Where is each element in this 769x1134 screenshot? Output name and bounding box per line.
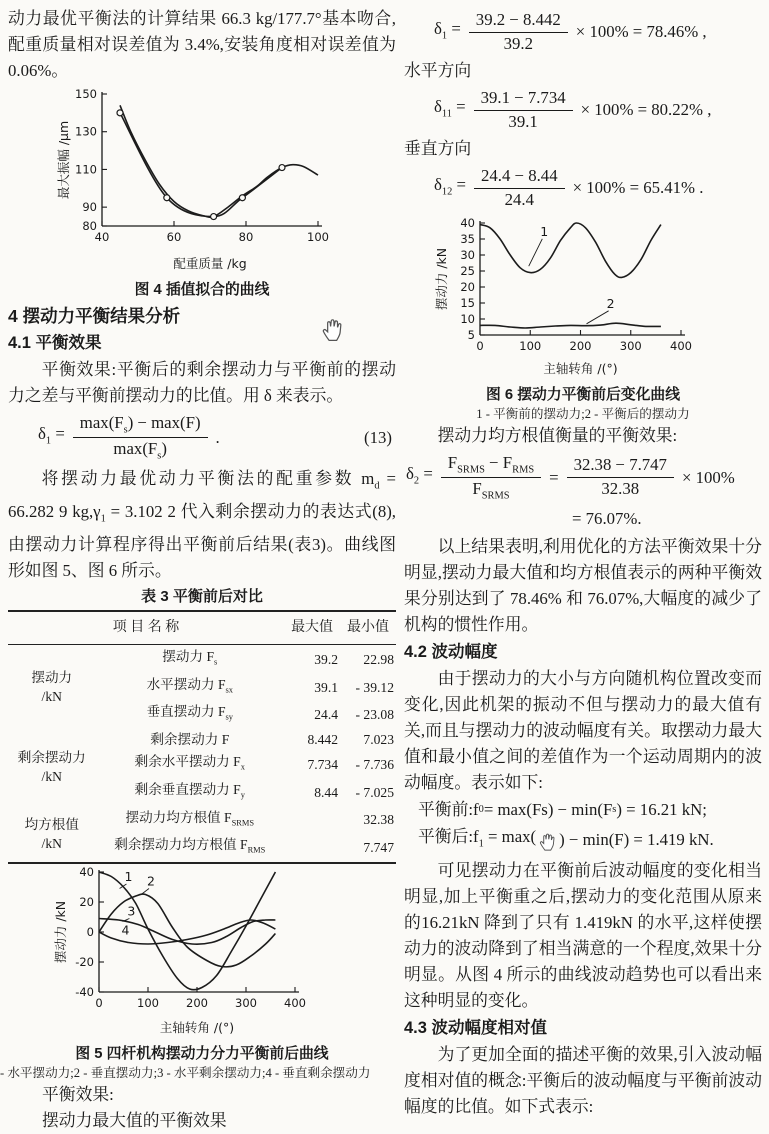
paragraph-relative-value: 为了更加全面的描述平衡的效果,引入波动幅度相对值的概念:平衡后的波动幅度与平衡前波动幅度的比值。如下式表示: xyxy=(404,1045,762,1117)
item-name: 剩余水平摆动力 $F_x$ xyxy=(134,754,245,772)
equation-delta11: $\delta_{11}$ = $\frac{39.1 - 7.734}{39.1}$ × 100% = 80.22% , xyxy=(434,87,712,131)
paragraph-balance-effect: 平衡效果:平衡后的剩余摆动力与平衡前的摆动力之差与平衡前摆动力的比值。用 δ 来表示。 xyxy=(8,360,396,405)
svg-text:400: 400 xyxy=(284,995,306,1010)
svg-text:100: 100 xyxy=(518,338,541,353)
equation-delta12: $\delta_{12}$ = $\frac{24.4 - 8.44}{24.4}$ × 100% = 65.41% . xyxy=(434,165,704,209)
svg-text:-20: -20 xyxy=(75,954,94,969)
paragraph-fluctuation-result: 可见摆动力在平衡前后波动幅度的变化相当明显,加上平衡重之后,摆动力的变化范围从原来的16.21kN 降到了只有 1.419kN 的水平,这样使摆动力的波动降到了相当满意的一个程度,效果十分明显。从图 4 所示的曲线波动趋势也可以看出来这种明显的变化。 xyxy=(404,861,762,1011)
table3 xyxy=(8,610,396,863)
label-vertical: 垂直方向 xyxy=(404,138,472,158)
min-value: 7.747 xyxy=(363,840,394,856)
figure4 xyxy=(8,84,396,301)
svg-text:15: 15 xyxy=(459,295,475,310)
paragraph-intro: 动力最优平衡法的计算结果 66.3 kg/177.7°基本吻合,配重质量相对误差值为 3.4%,安装角度相对误差值为 0.06%。 xyxy=(8,9,396,80)
svg-text:200: 200 xyxy=(569,338,591,353)
svg-text:0: 0 xyxy=(86,924,94,939)
hand-cursor-icon xyxy=(319,313,346,343)
svg-text:110: 110 xyxy=(75,162,97,177)
svg-text:150: 150 xyxy=(75,87,97,101)
figure5-chart xyxy=(47,864,357,1036)
svg-text:100: 100 xyxy=(137,995,159,1010)
svg-text:20: 20 xyxy=(79,894,94,909)
svg-text:4: 4 xyxy=(121,921,130,937)
figure4-caption: 图 4 插值拟合的曲线 xyxy=(134,282,270,298)
svg-text:摆动力 /kN: 摆动力 /kN xyxy=(53,900,68,963)
inline-hand-cursor-icon xyxy=(537,829,558,852)
svg-text:80: 80 xyxy=(238,230,254,244)
min-value: - 7.736 xyxy=(355,756,394,772)
equation-delta1: $\delta_1$ = $\frac{39.2 - 8.442}{39.2}$ × 100% = 78.46% , xyxy=(434,10,707,53)
svg-text:1: 1 xyxy=(124,868,133,884)
table-row xyxy=(8,729,396,751)
svg-text:30: 30 xyxy=(459,247,475,262)
svg-text:3: 3 xyxy=(127,903,136,918)
table-row xyxy=(8,645,396,673)
min-value: - 39.12 xyxy=(355,679,394,695)
svg-text:-40: -40 xyxy=(75,984,94,999)
paragraph-parameters: 将摆动力最优动力平衡法的配重参数 $m_d = 66.282$ 9 $kg,\gamma_1 = 3.102$ 2 代入剩余摆动力的表达式(8),由摆动力计算程序得出平衡前后结果(表3)。曲线图形如图 5、图 6 所示。 xyxy=(8,468,396,581)
svg-text:2: 2 xyxy=(606,295,615,311)
max-value: 24.4 xyxy=(314,707,339,723)
eq13-number: (13) xyxy=(364,427,392,447)
max-value xyxy=(284,834,340,863)
min-value: - 23.08 xyxy=(355,707,394,723)
svg-text:10: 10 xyxy=(459,311,475,326)
item-name: 水平摆动力 $F_{sx}$ xyxy=(146,676,234,695)
item-name: 剩余摆动力均方根值 $F_{RMS}$ xyxy=(114,837,266,855)
section-4-1-heading: 4.1 平衡效果 xyxy=(8,334,102,352)
group-label: 剩余摆动力 /kN xyxy=(17,750,86,785)
figure6-chart xyxy=(426,215,741,377)
formula-f0: 平衡前:f 0 = max(Fs) − min(F s ) = 16.21 kN; xyxy=(418,799,707,819)
group-label: 摆动力 /kN xyxy=(31,670,73,705)
figure5-legend: - 水平摆动力;2 - 垂直摆动力;3 - 水平剩余摆动力;4 - 垂直剩余摆动力 xyxy=(0,1065,371,1080)
svg-text:20: 20 xyxy=(459,279,475,294)
item-name: 摆动力均方根值 $F_{SRMS}$ xyxy=(125,809,255,828)
eq13-lhs: $\delta_1$ = xyxy=(38,424,65,447)
svg-text:摆动力 /kN: 摆动力 /kN xyxy=(433,247,449,311)
svg-text:25: 25 xyxy=(459,263,475,278)
paragraph-effect-label: 平衡效果: xyxy=(42,1084,114,1104)
right-column xyxy=(404,6,762,1120)
svg-text:主轴转角 /(°): 主轴转角 /(°) xyxy=(159,1019,235,1035)
max-value: 39.1 xyxy=(314,679,339,695)
paragraph-effect-max: 摆动力最大值的平衡效果 xyxy=(42,1110,227,1130)
min-value: 32.38 xyxy=(363,812,394,828)
item-name: 垂直摆动力 $F_{sy}$ xyxy=(146,704,234,723)
formula-f1: 平衡后$:f_1 = \max$( ) − min(F) = 1.419 kN. xyxy=(404,824,762,857)
figure6-caption: 图 6 摆动力平衡前后变化曲线 xyxy=(485,386,680,403)
col-header-min: 最小值 xyxy=(340,611,396,645)
item-name: 摆动力 $F_s$ xyxy=(162,648,218,667)
group-label: 均方根值 /kN xyxy=(24,816,79,851)
paragraph-fluctuation: 由于摆动力的大小与方向随机构位置改变而变化,因此机架的振动不但与摆动力的最大值有关,而且与摆动力的波动幅度有关。取摆动力最大值和最小值之间的差值作为一个运动周期内的波动幅度。表示如下: xyxy=(404,668,762,792)
svg-text:35: 35 xyxy=(459,231,475,246)
max-value: 39.2 xyxy=(314,651,339,667)
table3-header-row xyxy=(8,611,396,645)
equation-13 xyxy=(38,413,396,463)
label-horizontal: 水平方向 xyxy=(404,60,472,80)
svg-text:60: 60 xyxy=(166,230,182,244)
max-value: 7.734 xyxy=(307,756,339,772)
min-value: 7.023 xyxy=(363,732,394,748)
figure6 xyxy=(404,215,762,423)
svg-text:40: 40 xyxy=(79,864,94,879)
paragraph-results: 以上结果表明,利用优化的方法平衡效果十分明显,摆动力最大值和均方根值表示的两种平衡效果分别达到了 78.46% 和 76.07%,大幅度的减少了机构的惯性作用。 xyxy=(404,536,762,634)
table3-title: 表 3 平衡前后对比 xyxy=(141,588,263,606)
figure5 xyxy=(0,864,396,1082)
item-name: 剩余摆动力 F xyxy=(150,732,230,748)
equation-delta2-result: = 76.07%. xyxy=(572,508,642,528)
max-value: 8.44 xyxy=(314,784,339,800)
svg-text:300: 300 xyxy=(619,338,642,353)
table-row xyxy=(8,806,396,834)
figure4-chart xyxy=(36,84,368,272)
svg-text:2: 2 xyxy=(147,873,155,888)
item-name: 剩余垂直摆动力 $F_y$ xyxy=(134,781,245,800)
svg-text:130: 130 xyxy=(75,124,97,139)
max-value xyxy=(284,806,340,834)
eq13-tail: . xyxy=(215,427,220,447)
equation-delta2: $\delta_2$ = $\frac{F_{SRMS} - F_{RMS}}{F_{SRMS}}$ = $\frac{32.38 - 7.747}{32.38}$ × 100% xyxy=(406,452,735,502)
svg-text:配重质量 /kg: 配重质量 /kg xyxy=(173,256,247,271)
svg-text:40: 40 xyxy=(459,215,475,230)
section-4-2-heading: 4.2 波动幅度 xyxy=(404,642,498,661)
eq13-fraction: $\frac{\max(F_s) - \max(F)}{\max(F_s)}$ xyxy=(73,413,208,463)
svg-text:主轴转角 /(°): 主轴转角 /(°) xyxy=(542,360,618,376)
svg-text:40: 40 xyxy=(94,230,110,244)
figure6-legend: 1 - 平衡前的摆动力;2 - 平衡后的摆动力 xyxy=(476,406,690,421)
svg-text:0: 0 xyxy=(95,995,103,1010)
figure5-caption: 图 5 四杆机构摆动力分力平衡前后曲线 xyxy=(75,1045,329,1062)
svg-text:0: 0 xyxy=(475,338,484,353)
min-value: 22.98 xyxy=(363,651,394,667)
min-value: - 7.025 xyxy=(355,784,394,800)
max-value: 8.442 xyxy=(307,732,339,748)
left-column xyxy=(0,6,396,1134)
svg-text:90: 90 xyxy=(82,200,97,215)
svg-text:100: 100 xyxy=(307,230,329,244)
section-4-3-heading: 4.3 波动幅度相对值 xyxy=(404,1019,548,1038)
section-4-heading: 4 摆动力平衡结果分析 xyxy=(8,306,181,326)
col-header-max: 最大值 xyxy=(284,611,340,645)
svg-text:5: 5 xyxy=(467,327,475,342)
col-header-name: 项 目 名 称 xyxy=(8,611,284,645)
svg-text:80: 80 xyxy=(82,219,97,233)
svg-text:1: 1 xyxy=(539,223,548,239)
svg-text:300: 300 xyxy=(235,995,257,1010)
paragraph-rms-effect: 摆动力均方根值衡量的平衡效果: xyxy=(437,425,678,445)
svg-text:200: 200 xyxy=(186,995,208,1010)
svg-text:最大振幅 /μm: 最大振幅 /μm xyxy=(56,120,71,200)
svg-text:400: 400 xyxy=(669,338,692,353)
